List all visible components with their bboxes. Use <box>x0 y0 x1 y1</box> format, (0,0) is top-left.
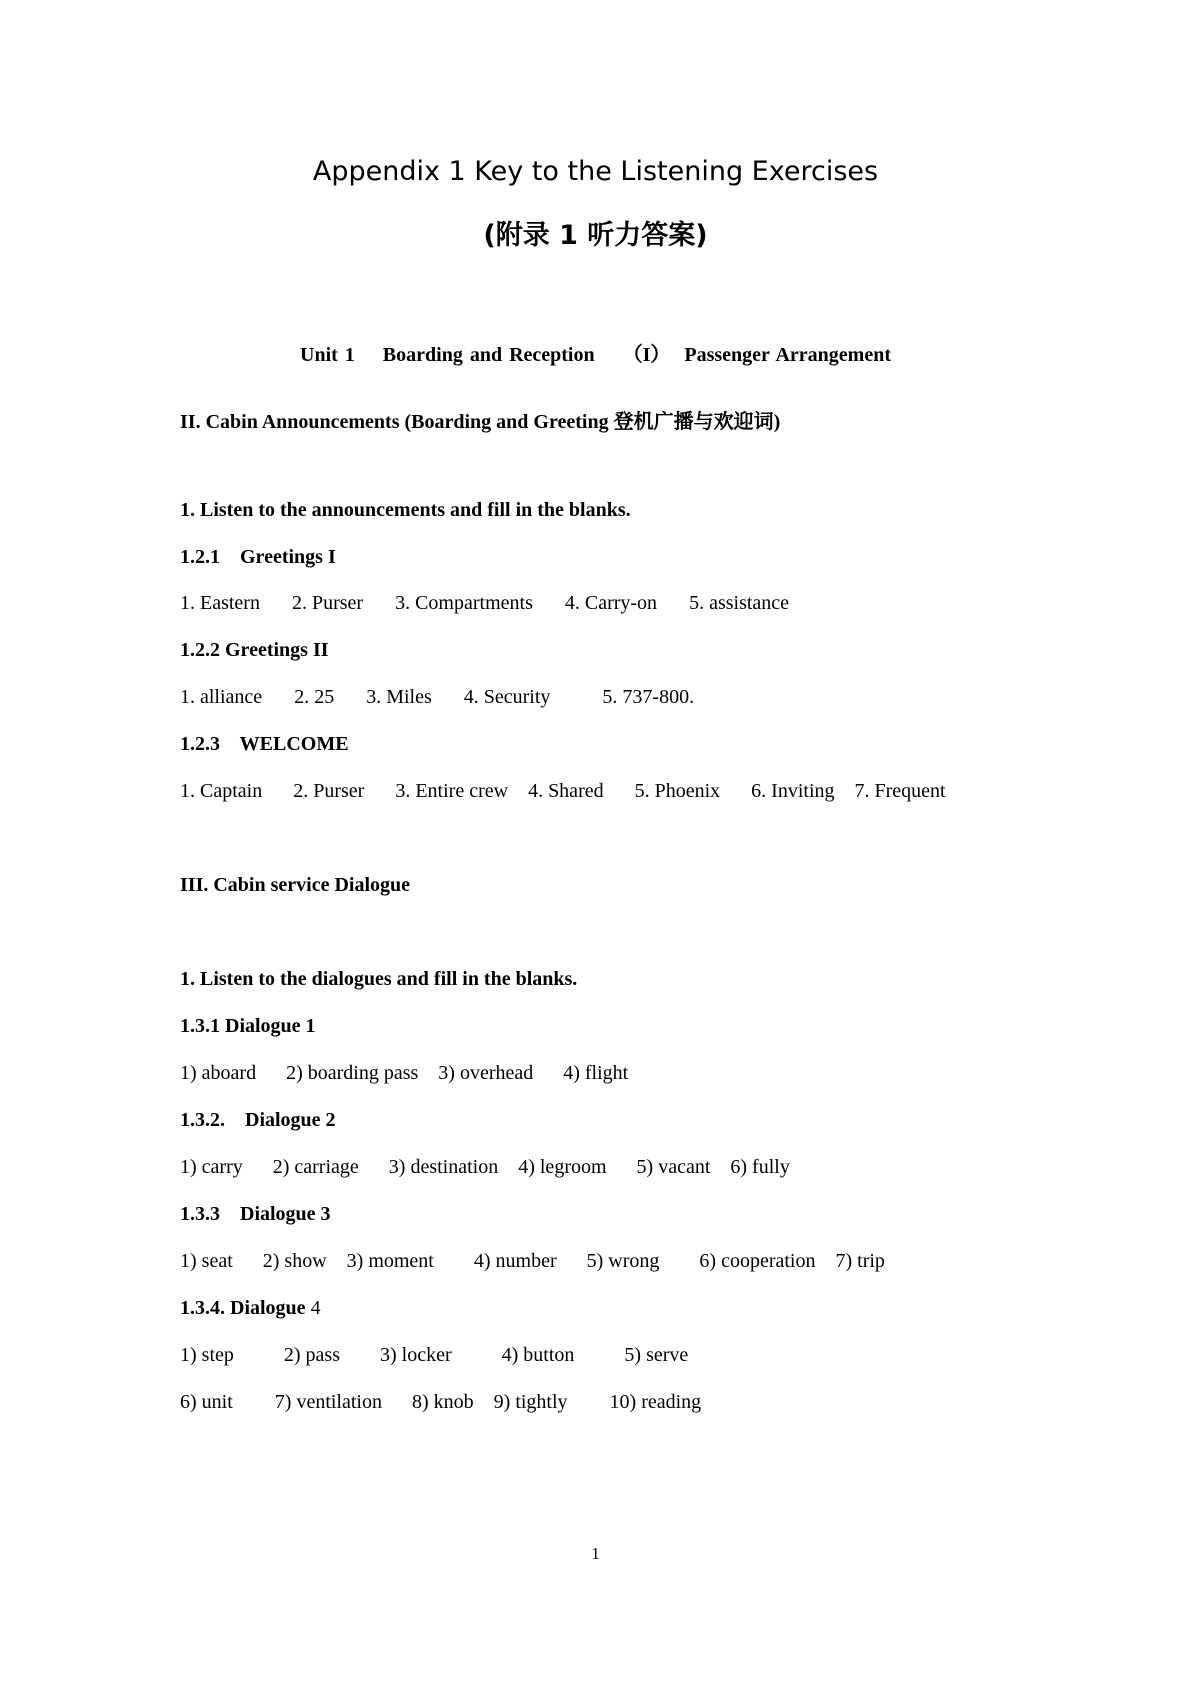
answer-item: 7) ventilation <box>274 1391 382 1413</box>
answer-item: 3. Entire crew <box>395 780 509 802</box>
answer-item: 4) button <box>501 1344 575 1366</box>
section-heading-dialogue: III. Cabin service Dialogue <box>180 874 410 896</box>
answer-item: 1. alliance <box>180 686 263 708</box>
answer-item: 1. Captain <box>180 780 263 802</box>
answer-item: 7) trip <box>835 1250 885 1272</box>
subsection-label: 1.3.1 Dialogue 1 <box>180 1015 316 1037</box>
answer-item: 2) boarding pass <box>286 1062 419 1084</box>
subsection-label: 1.2.3 WELCOME <box>180 733 349 755</box>
answer-line <box>180 1391 701 1414</box>
answer-item: 1) carry <box>180 1156 243 1178</box>
answer-item: 6) cooperation <box>699 1250 816 1272</box>
answer-line <box>180 1156 790 1179</box>
answer-line <box>180 1250 885 1273</box>
subsection-label <box>180 1297 321 1320</box>
answer-item: 5) wrong <box>586 1250 660 1272</box>
answer-item: 3) overhead <box>438 1062 534 1084</box>
answer-item: 6) fully <box>730 1156 790 1178</box>
answer-item: 4) number <box>473 1250 557 1272</box>
answer-item: 6) unit <box>180 1391 233 1413</box>
answer-line <box>180 686 694 709</box>
answer-item: 2) show <box>262 1250 327 1272</box>
answer-item: 2. 25 <box>294 686 335 708</box>
answer-line <box>180 1062 628 1085</box>
answer-item: 1) step <box>180 1344 234 1366</box>
answer-item: 4) flight <box>563 1062 629 1084</box>
answer-item: 5) vacant <box>636 1156 711 1178</box>
answer-item: 2) carriage <box>272 1156 359 1178</box>
answer-item: 4. Carry-on <box>564 592 658 614</box>
answer-item: 4. Security <box>463 686 551 708</box>
subsection-label: 1.2.2 Greetings II <box>180 639 329 661</box>
answer-item: 8) knob <box>411 1391 474 1413</box>
answer-item: 5. assistance <box>689 592 790 614</box>
subsection-label-number: 4 <box>310 1297 321 1319</box>
answer-item: 9) tightly <box>493 1391 568 1413</box>
answer-item: 5) serve <box>624 1344 689 1366</box>
page-title: Appendix 1 Key to the Listening Exercises <box>312 156 879 187</box>
answer-item: 1. Eastern <box>180 592 260 614</box>
subsection-label: 1.3.3 Dialogue 3 <box>180 1203 331 1225</box>
instruction-announcements: 1. Listen to the announcements and fill in the blanks. <box>180 499 631 521</box>
answer-item: 1) aboard <box>180 1062 257 1084</box>
instruction-dialogues: 1. Listen to the dialogues and fill in the blanks. <box>180 968 578 990</box>
unit-heading: Unit 1 Boarding and Reception （I） Passenger Arrangement <box>300 344 891 366</box>
answer-item: 2. Purser <box>293 780 365 802</box>
answer-item: 4. Shared <box>528 780 604 802</box>
answer-line <box>180 1344 688 1367</box>
subsection-label: 1.2.1 Greetings I <box>180 546 336 568</box>
answer-item: 2) pass <box>283 1344 340 1366</box>
answer-line <box>180 592 789 615</box>
page-subtitle: (附录 1 听力答案) <box>483 220 708 251</box>
answer-item: 4) legroom <box>518 1156 607 1178</box>
answer-item: 3. Compartments <box>395 592 533 614</box>
answer-item: 10) reading <box>609 1391 702 1413</box>
page-number: 1 <box>591 1544 600 1563</box>
answer-item: 5. Phoenix <box>634 780 721 802</box>
subsection-label: 1.3.2. Dialogue 2 <box>180 1109 336 1131</box>
answer-item: 3) moment <box>346 1250 434 1272</box>
answer-item: 2. Purser <box>291 592 364 614</box>
answer-line <box>180 780 946 803</box>
section-heading-announcements: II. Cabin Announcements (Boarding and Greeting 登机广播与欢迎词) <box>180 411 781 433</box>
subsection-label-text: 1.3.4. Dialogue <box>180 1297 306 1319</box>
answer-item: 6. Inviting <box>751 780 835 802</box>
answer-item: 1) seat <box>180 1250 233 1272</box>
answer-item: 7. Frequent <box>854 780 946 802</box>
answer-item: 3. Miles <box>366 686 432 708</box>
answer-item: 3) destination <box>388 1156 499 1178</box>
answer-item: 3) locker <box>380 1344 452 1366</box>
answer-item: 5. 737-800. <box>602 686 695 708</box>
